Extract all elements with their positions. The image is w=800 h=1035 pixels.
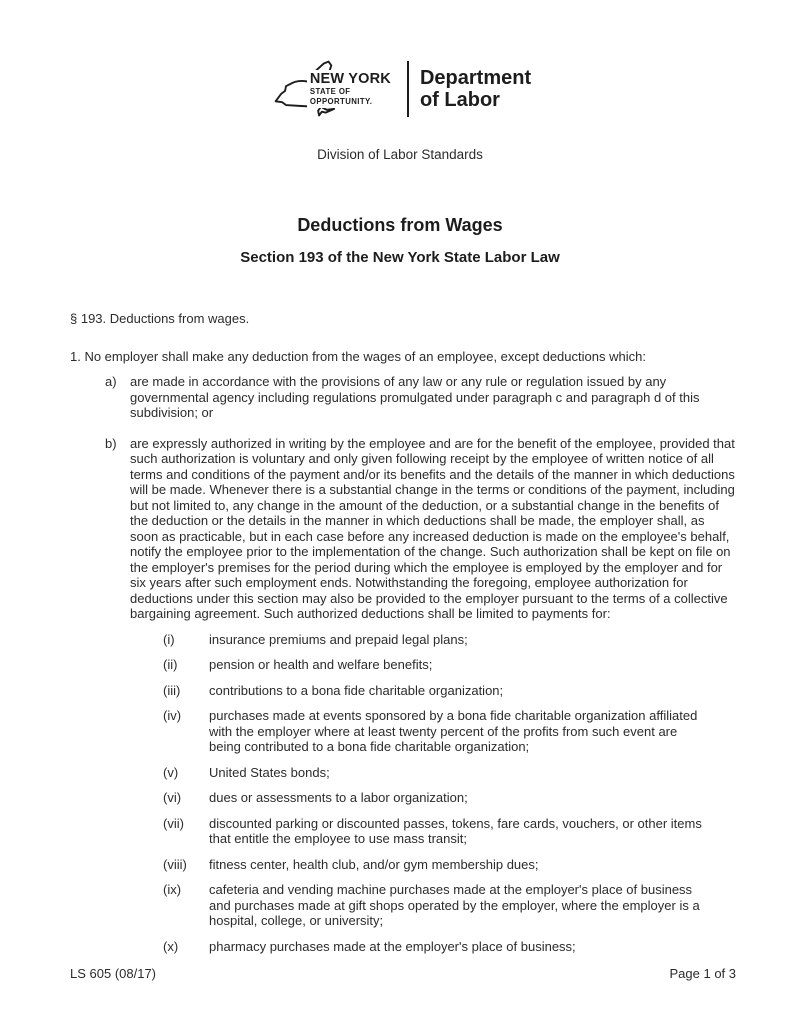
clause-1: 1. No employer shall make any deduction from the wages of an employee, except deductions which: bbox=[70, 348, 646, 364]
logo-department-name bbox=[420, 67, 531, 111]
list-item bbox=[70, 632, 736, 648]
list-item bbox=[70, 790, 736, 806]
list-item-marker: (vii) bbox=[163, 815, 184, 831]
list-item-marker: (viii) bbox=[163, 856, 187, 872]
list-item-text: fitness center, health club, and/or gym membership dues; bbox=[209, 856, 539, 872]
list-item-text: pharmacy purchases made at the employer's place of business; bbox=[209, 938, 576, 954]
list-item-text: insurance premiums and prepaid legal plans; bbox=[209, 631, 468, 647]
subclause-a bbox=[70, 374, 736, 421]
logo-brand-wordmark bbox=[307, 70, 393, 108]
logo-brand-name: NEW YORK bbox=[309, 70, 391, 87]
list-item-text: discounted parking or discounted passes, tokens, fare cards, vouchers, or other items that entitle the employee to use mass transit; bbox=[209, 815, 702, 846]
document-subtitle: Section 193 of the New York State Labor Law bbox=[240, 249, 560, 266]
list-item-marker: (ix) bbox=[163, 882, 182, 897]
list-item-marker: (i) bbox=[163, 631, 175, 647]
deduction-list bbox=[70, 632, 736, 955]
footer-page-indicator: Page 1 of 3 bbox=[669, 966, 736, 981]
list-item bbox=[70, 657, 736, 673]
subclause-a-text: are made in accordance with the provisions of any law or any rule or regulation issued by any governmental agency including regulations promulgated under paragraph c and paragraph d of this subdivision; or bbox=[130, 374, 700, 420]
list-item-text: dues or assessments to a labor organization; bbox=[209, 790, 468, 805]
list-item bbox=[70, 765, 736, 781]
list-item-text: contributions to a bona fide charitable organization; bbox=[209, 682, 504, 698]
list-item bbox=[70, 683, 736, 699]
list-item bbox=[70, 708, 736, 755]
logo-department-line2: of Labor bbox=[419, 89, 500, 111]
list-item bbox=[70, 816, 736, 847]
logo-tagline-line1: STATE OF bbox=[309, 87, 351, 97]
list-item-marker: (iii) bbox=[163, 682, 181, 698]
logo-department-line1: Department bbox=[419, 67, 532, 89]
list-item bbox=[70, 857, 736, 873]
document-title: Deductions from Wages bbox=[297, 215, 503, 235]
subclause-b bbox=[70, 436, 736, 622]
list-item-text: pension or health and welfare benefits; bbox=[209, 657, 433, 672]
list-item-marker: (v) bbox=[163, 764, 179, 780]
list-item-text: cafeteria and vending machine purchases made at the employer's place of business and purchases made at gift shops operated by the employer, where the employer is a hospital, college, or university; bbox=[209, 882, 700, 928]
division-title: Division of Labor Standards bbox=[317, 147, 483, 162]
subclause-a-marker: a) bbox=[105, 374, 117, 389]
page-footer bbox=[70, 966, 736, 981]
list-item-marker: (x) bbox=[163, 938, 179, 954]
logo-divider bbox=[407, 61, 409, 117]
list-item-text: United States bonds; bbox=[209, 764, 330, 780]
header-logo bbox=[0, 58, 800, 120]
list-item-text: purchases made at events sponsored by a bona fide charitable organization affiliated with the employer where at least twenty percent of the profits from such event are being contributed to a bona fide charitable organization; bbox=[209, 708, 698, 754]
list-item bbox=[70, 882, 736, 929]
list-item-marker: (vi) bbox=[163, 790, 182, 805]
subclause-b-marker: b) bbox=[105, 435, 117, 451]
logo-tagline-line2: OPPORTUNITY. bbox=[309, 97, 373, 107]
subclause-b-text: are expressly authorized in writing by the employee and are for the benefit of the employee, provided that such authorization is voluntary and only given following receipt by the employee of written notice of all terms and conditions of the payment and/or its benefits and the details of the manner in which deductions will be made. Whenever there is a substantial change in the terms or conditions of the payment, including but not limited to, any change in the amount of the deduction, or a substantial change in the benefits of the deduction or the details in the manner in which deductions shall be made, the employer shall, as soon as practicable, but in each case before any increased deduction is made on the employee's behalf, notify the employee prior to the implementation of the change. Such authorization shall be kept on file on the employer's premises for the period during which the employee is employed by the employer and for six years after such employment ends. Notwithstanding the foregoing, employee authorization for deductions under this section may also be provided to the employer pursuant to the terms of a collective bargaining agreement. Such authorized deductions shall be limited to payments for: bbox=[130, 435, 735, 621]
section-heading: § 193. Deductions from wages. bbox=[70, 311, 250, 326]
document-body bbox=[0, 311, 800, 954]
footer-form-number: LS 605 (08/17) bbox=[70, 966, 157, 981]
list-item bbox=[70, 939, 736, 955]
list-item-marker: (ii) bbox=[163, 657, 178, 672]
list-item-marker: (iv) bbox=[163, 708, 182, 723]
